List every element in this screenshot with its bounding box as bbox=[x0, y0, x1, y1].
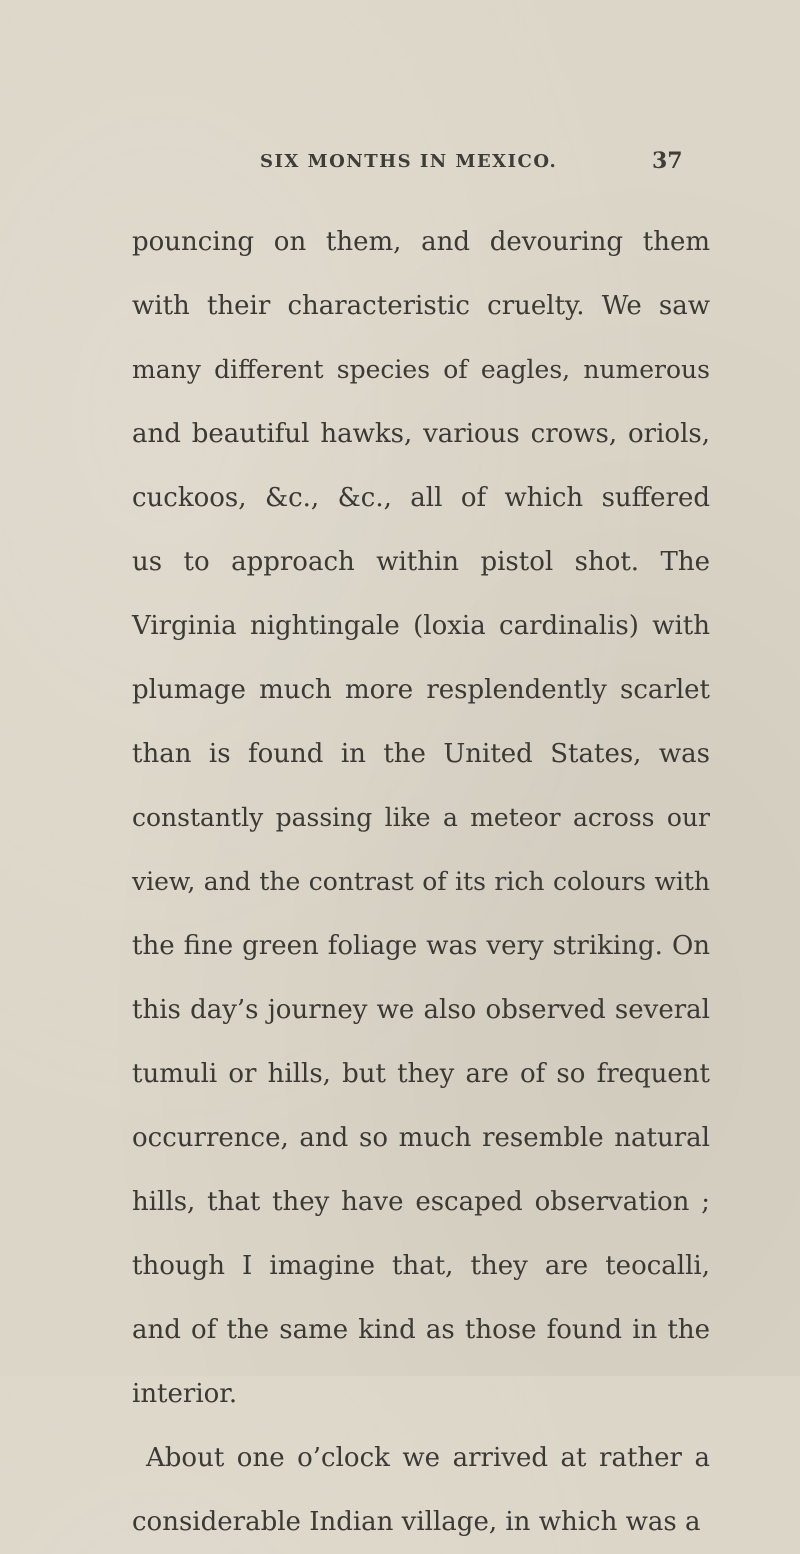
body-text bbox=[132, 210, 710, 1554]
text-line: than is found in the United States, was bbox=[132, 739, 710, 769]
text-line: interior. bbox=[132, 1379, 238, 1409]
text-line: though I imagine that, they are teocalli, bbox=[132, 1251, 710, 1281]
text-line: with their characteristic cruelty. We saw bbox=[132, 291, 710, 321]
text-line: About one o’clock we arrived at rather a bbox=[146, 1443, 710, 1473]
text-line: and of the same kind as those found in the bbox=[132, 1315, 710, 1345]
text-line: cuckoos, &c., &c., all of which suffered bbox=[132, 483, 710, 513]
page-number: 37 bbox=[652, 148, 683, 174]
text-line: many different species of eagles, numerous bbox=[132, 355, 710, 384]
text-line: this day’s journey we also observed several bbox=[132, 995, 710, 1025]
text-line: considerable Indian village, in which was a bbox=[132, 1507, 701, 1537]
text-line: Virginia nightingale (loxia cardinalis) with bbox=[132, 611, 710, 641]
text-line: constantly passing like a meteor across our bbox=[132, 803, 710, 832]
text-line: plumage much more resplendently scarlet bbox=[132, 675, 710, 705]
running-head: SIX MONTHS IN MEXICO. bbox=[260, 151, 558, 172]
text-line: pouncing on them, and devouring them bbox=[132, 227, 710, 257]
text-line: us to approach within pistol shot. The bbox=[132, 547, 710, 577]
text-line: occurrence, and so much resemble natural bbox=[132, 1123, 710, 1153]
text-line: and beautiful hawks, various crows, oriols, bbox=[132, 419, 710, 449]
text-line: view, and the contrast of its rich colours with bbox=[132, 867, 710, 896]
text-line: hills, that they have escaped observation ; bbox=[132, 1187, 710, 1217]
text-line: the fine green foliage was very striking. On bbox=[132, 931, 710, 961]
text-line: tumuli or hills, but they are of so frequent bbox=[132, 1059, 710, 1089]
